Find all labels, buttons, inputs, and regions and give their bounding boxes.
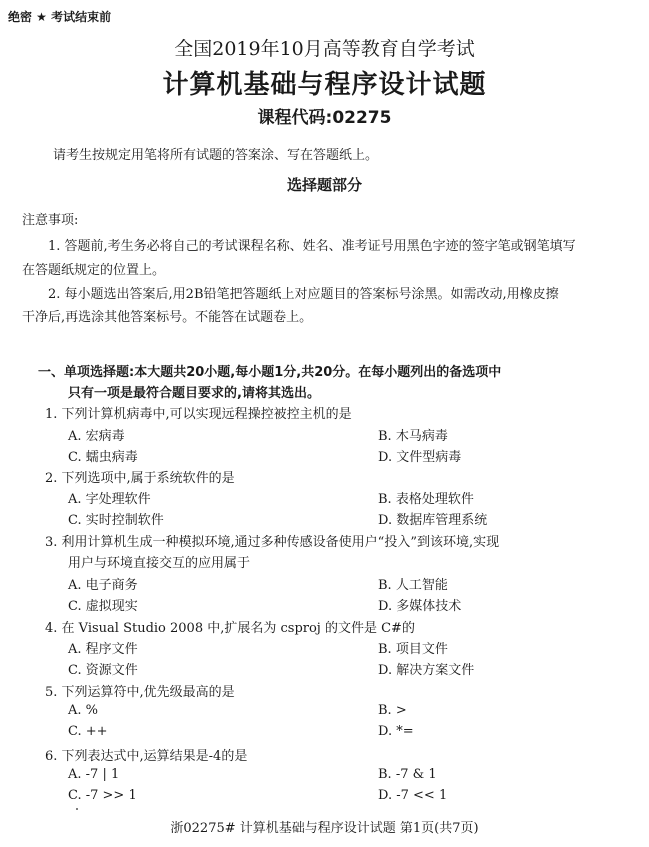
question-5-stem: 5. 下列运算符中,优先级最高的是	[45, 685, 235, 700]
question-3-stem: 3. 利用计算机生成一种模拟环境,通过多种传感设备使用户“投入”到该环境,实现	[45, 535, 500, 550]
question-1-option-d: D. 文件型病毒	[378, 450, 462, 465]
question-2-stem: 2. 下列选项中,属于系统软件的是	[45, 471, 235, 486]
question-1-option-a: A. 宏病毒	[68, 429, 125, 444]
question-4-option-b: B. 项目文件	[378, 642, 448, 657]
question-1-option-c: C. 蠕虫病毒	[68, 450, 138, 465]
question-3-option-a: A. 电子商务	[68, 578, 138, 593]
question-5-option-a: A. %	[68, 703, 99, 718]
answer-instruction: 请考生按规定用笔将所有试题的答案涂、写在答题纸上。	[53, 148, 379, 163]
notes-title: 注意事项:	[22, 213, 79, 228]
question-4-option-d: D. 解决方案文件	[378, 663, 475, 678]
note-2-line-1: 2. 每小题选出答案后,用2B铅笔把答题纸上对应题目的答案标号涂黑。如需改动,用橡皮擦	[48, 287, 559, 302]
page-footer: 浙02275# 计算机基础与程序设计试题 第1页(共7页)	[170, 821, 479, 836]
course-code: 课程代码:02275	[257, 108, 392, 128]
paper-title: 计算机基础与程序设计试题	[162, 70, 487, 100]
question-3-stem-line-2: 用户与环境直接交互的应用属于	[68, 556, 251, 571]
question-6-option-d: D. -7 << 1	[378, 788, 448, 803]
question-3-option-d: D. 多媒体技术	[378, 599, 462, 614]
question-1-option-b: B. 木马病毒	[378, 429, 448, 444]
note-1-line-1: 1. 答题前,考生务必将自己的考试课程名称、姓名、准考证号用黑色字迹的签字笔或钢笔填写	[48, 239, 576, 254]
section-heading-line-2: 只有一项是最符合题目要求的,请将其选出。	[68, 386, 320, 401]
question-6-stem: 6. 下列表达式中,运算结果是-4的是	[45, 749, 248, 764]
question-2-option-a: A. 字处理软件	[68, 492, 151, 507]
question-3-option-c: C. 虚拟现实	[68, 599, 138, 614]
confidential-mark: 绝密 ★ 考试结束前	[8, 10, 112, 24]
question-6-option-b: B. -7 & 1	[378, 767, 437, 782]
question-4-stem: 4. 在 Visual Studio 2008 中,扩展名为 csproj 的文件是 C#的	[45, 621, 415, 636]
question-6-option-a: A. -7 | 1	[68, 767, 120, 782]
note-1-line-2: 在答题纸规定的位置上。	[22, 263, 166, 278]
question-5-option-d: D. *=	[378, 724, 414, 739]
question-2-option-b: B. 表格处理软件	[378, 492, 474, 507]
question-4-option-a: A. 程序文件	[68, 642, 138, 657]
part-title: 选择题部分	[286, 176, 362, 194]
exam-title: 全国2019年10月高等教育自学考试	[174, 38, 475, 60]
question-2-option-c: C. 实时控制软件	[68, 513, 164, 528]
question-3-option-b: B. 人工智能	[378, 578, 448, 593]
section-heading-line-1: 一、单项选择题:本大题共20小题,每小题1分,共20分。在每小题列出的备选项中	[38, 365, 502, 380]
question-4-option-c: C. 资源文件	[68, 663, 138, 678]
question-6-option-c: C. -7 >> 1	[68, 788, 137, 803]
scan-speck	[76, 808, 78, 810]
question-5-option-c: C. ++	[68, 724, 108, 739]
question-5-option-b: B. >	[378, 703, 407, 718]
note-2-line-2: 干净后,再选涂其他答案标号。不能答在试题卷上。	[22, 310, 313, 325]
question-1-stem: 1. 下列计算机病毒中,可以实现远程操控被控主机的是	[45, 407, 352, 422]
question-2-option-d: D. 数据库管理系统	[378, 513, 488, 528]
